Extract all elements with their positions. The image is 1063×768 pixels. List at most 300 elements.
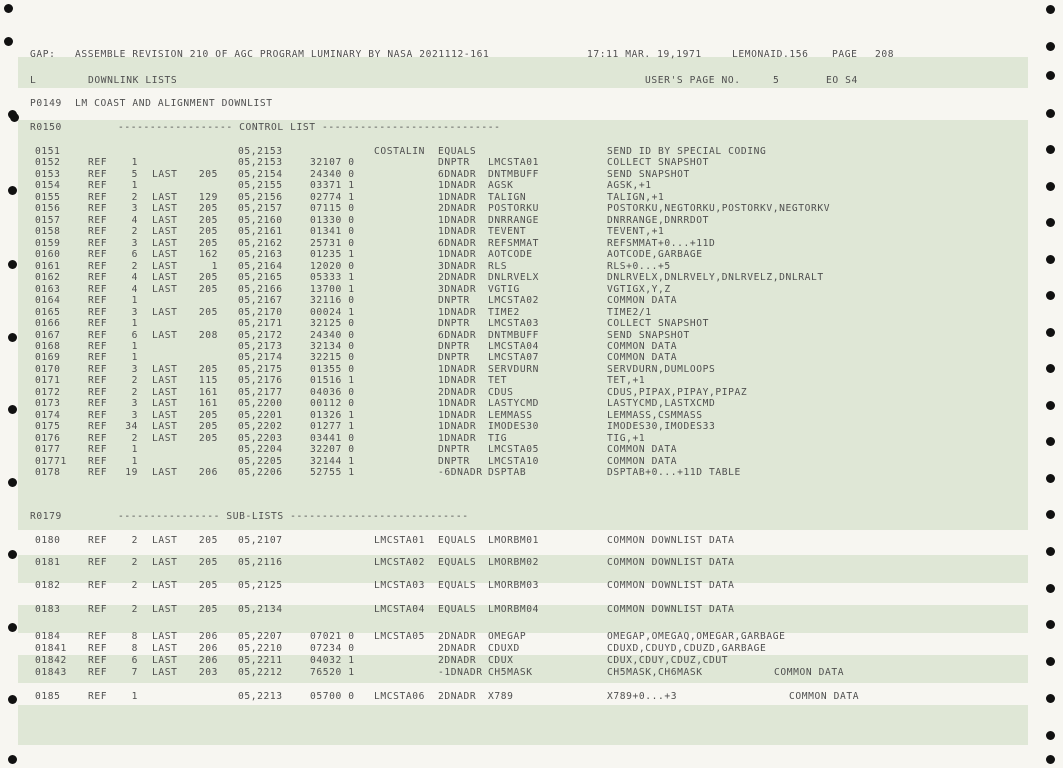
cell-arg: LASTYCMD [488,398,540,410]
cell-addr: 05,2125 [238,580,283,591]
cell-lp: 205 [198,409,218,421]
sublists-header-line-number: R0179 [30,511,62,522]
cell-op: EQUALS [438,604,477,615]
cell-cnt: 8 [131,631,138,642]
cell-ln: 0177 [35,444,61,456]
cell-last: LAST [152,272,178,284]
cell-addr: 05,2160 [238,214,283,226]
cell-ref: REF [88,168,108,180]
title-line-number: P0149 [30,98,62,109]
cell-last: LAST [152,604,178,615]
section-name: DOWNLINK LISTS [88,75,178,86]
cell-ln: 0180 [35,535,61,546]
cell-ref: REF [88,272,108,284]
cell-addr: 05,2207 [238,631,283,642]
feed-hole [8,478,17,487]
cell-cmt: COMMON DATA [607,295,678,307]
feed-hole [1046,109,1055,118]
cell-last: LAST [152,283,178,295]
cell-cnt: 19 [125,467,138,479]
cell-cmt: COLLECT SNAPSHOT [607,157,710,169]
cell-addr: 05,2213 [238,691,283,702]
cell-last: LAST [152,667,178,678]
feed-hole [1046,328,1055,337]
cell-last: LAST [152,249,178,261]
cell-last: LAST [152,306,178,318]
cell-cmt: COMMON DATA [607,352,678,364]
cell-last: LAST [152,535,178,546]
cell-ln: 0153 [35,168,61,180]
cell-lp: 206 [198,655,218,666]
cell-ln: 01843 [35,667,67,678]
cell-cnt: 6 [131,655,138,666]
feed-hole [1046,474,1055,483]
cell-arg: DNTMBUFF [488,168,540,180]
cell-cnt: 2 [131,375,138,387]
cell-ref: REF [88,655,108,666]
cell-ln: 0182 [35,580,61,591]
cell-oct: 05700 0 [310,691,355,702]
cell-op: -1DNADR [438,667,483,678]
cell-arg: VGTIG [488,283,520,295]
cell-ref: REF [88,409,108,421]
cell-last: LAST [152,421,178,433]
cell-cmt: VGTIGX,Y,Z [607,283,671,295]
header-user: LEMONAID.156 [732,49,809,60]
cell-cnt: 1 [131,691,138,702]
feed-hole [1046,510,1055,519]
cell-ref: REF [88,283,108,295]
cell-cmt: REFSMMAT+0...+11D [607,237,716,249]
cell-last: LAST [152,214,178,226]
cell-cnt: 34 [125,421,138,433]
cell-op: DNPTR [438,318,470,330]
feed-hole [1046,401,1055,410]
control-header-line-number: R0150 [30,122,62,133]
cell-oct: 25731 0 [310,237,355,249]
cell-lp: 205 [198,421,218,433]
section-tag: L [30,75,37,86]
cell-cmt: CDUXD,CDUYD,CDUZD,GARBAGE [607,643,767,654]
feed-hole [1046,620,1055,629]
cell-last: LAST [152,168,178,180]
cell-cnt: 5 [131,168,138,180]
cell-last: LAST [152,260,178,272]
cell-ln: 0184 [35,631,61,642]
cell-lp: 205 [198,237,218,249]
users-page-label: USER'S PAGE NO. [645,75,741,86]
cell-cmt: COMMON DATA [607,455,678,467]
cell-arg: CH5MASK [488,667,533,678]
cell-cnt: 1 [131,340,138,352]
cell-addr: 05,2171 [238,318,283,330]
cell-cmt: TEVENT,+1 [607,226,665,238]
cell-op: 2DNADR [438,272,477,284]
cell-lbl: LMCSTA03 [374,580,426,591]
cell-ref: REF [88,318,108,330]
cell-oct: 01341 0 [310,226,355,238]
cell-op: 1DNADR [438,375,477,387]
cell-cnt: 1 [131,444,138,456]
cell-cmt: CH5MASK,CH6MASK [607,667,703,678]
cell-ln: 0160 [35,249,61,261]
cell-ln: 0165 [35,306,61,318]
cell-cnt: 1 [131,352,138,364]
cell-arg: CDUX [488,655,514,666]
cell-ref: REF [88,340,108,352]
cell-op: 2DNADR [438,691,477,702]
cell-cnt: 4 [131,214,138,226]
cell-oct: 32134 0 [310,340,355,352]
feed-hole [8,755,17,764]
cell-op: 2DNADR [438,631,477,642]
cell-op: 6DNADR [438,237,477,249]
cell-addr: 05,2204 [238,444,283,456]
cell-addr: 05,2174 [238,352,283,364]
cell-arg: TEVENT [488,226,527,238]
cell-addr: 05,2167 [238,295,283,307]
cell-cmt: TIME2/1 [607,306,652,318]
cell-op: 1DNADR [438,409,477,421]
header-gap: GAP: [30,49,56,60]
feed-hole [8,550,17,559]
cell-addr: 05,2153 [238,146,283,157]
cell-oct: 32207 0 [310,444,355,456]
cell-ln: 0158 [35,226,61,238]
cell-cnt: 2 [131,604,138,615]
cell-lbl: LMCSTA02 [374,557,426,568]
cell-cnt: 1 [131,318,138,330]
cell-addr: 05,2153 [238,157,283,169]
cell-ln: 0167 [35,329,61,341]
cell-op: DNPTR [438,455,470,467]
cell-last: LAST [152,237,178,249]
cell-cmt: CDUX,CDUY,CDUZ,CDUT [607,655,729,666]
cell-op: EQUALS [438,580,477,591]
cell-last: LAST [152,631,178,642]
cell-op: DNPTR [438,352,470,364]
cell-addr: 05,2161 [238,226,283,238]
cell-ln: 01842 [35,655,67,666]
cell-addr: 05,2205 [238,455,283,467]
cell-lbl: LMCSTA05 [374,631,426,642]
cell-op: DNPTR [438,157,470,169]
feed-hole [1046,145,1055,154]
cell-oct: 52755 1 [310,467,355,479]
cell-arg: LMCSTA03 [488,318,540,330]
cell-cnt: 2 [131,260,138,272]
cell-op: 1DNADR [438,398,477,410]
cell-ln: 0159 [35,237,61,249]
cell-cnt: 2 [131,535,138,546]
feed-hole [1046,437,1055,446]
cell-ref: REF [88,455,108,467]
cell-cnt: 1 [131,180,138,192]
cell-ln: 0171 [35,375,61,387]
cell-op: 3DNADR [438,283,477,295]
feed-hole [8,333,17,342]
feed-hole [4,37,13,46]
cell-addr: 05,2166 [238,283,283,295]
cell-ref: REF [88,643,108,654]
cell-ln: 0164 [35,295,61,307]
cell-lp: 205 [198,535,218,546]
cell-oct: 01516 1 [310,375,355,387]
cell-op: -6DNADR [438,467,483,479]
cell-lp: 206 [198,643,218,654]
cell-lbl: LMCSTA06 [374,691,426,702]
cell-addr: 05,2210 [238,643,283,654]
cell-lp: 205 [198,214,218,226]
cell-lbl: LMCSTA01 [374,535,426,546]
cell-lp: 205 [198,432,218,444]
cell-ln: 0161 [35,260,61,272]
feed-hole [1046,42,1055,51]
cell-ln: 0151 [35,146,61,157]
cell-cnt: 2 [131,226,138,238]
cell-oct: 24340 0 [310,168,355,180]
cell-ln: 01771 [35,455,67,467]
cell-ln: 0166 [35,318,61,330]
cell-addr: 05,2155 [238,180,283,192]
cell-arg: TIME2 [488,306,520,318]
cell-arg: LMCSTA05 [488,444,540,456]
cell-ln: 0170 [35,363,61,375]
cell-addr: 05,2107 [238,535,283,546]
cell-oct: 32116 0 [310,295,355,307]
cell-cmt: TET,+1 [607,375,646,387]
cell-last: LAST [152,557,178,568]
cell-addr: 05,2116 [238,557,283,568]
cell-addr: 05,2176 [238,375,283,387]
cell-cmt: TALIGN,+1 [607,191,665,203]
cell-arg: AGSK [488,180,514,192]
cell-cmt: RLS+0...+5 [607,260,671,272]
cell-ln: 0169 [35,352,61,364]
cell-cmt: DSPTAB+0...+11D TABLE [607,467,741,479]
cell-cmt: TIG,+1 [607,432,646,444]
cell-arg: TET [488,375,508,387]
cell-addr: 05,2154 [238,168,283,180]
cell-addr: 05,2134 [238,604,283,615]
cell-oct: 32215 0 [310,352,355,364]
cell-last: LAST [152,203,178,215]
cell-oct: 00024 1 [310,306,355,318]
cell-oct: 03441 0 [310,432,355,444]
cell-lp: 205 [198,272,218,284]
cell-op: EQUALS [438,557,477,568]
cell-cnt: 7 [131,667,138,678]
cell-last: LAST [152,432,178,444]
cell-oct: 04036 0 [310,386,355,398]
cell-cnt: 4 [131,272,138,284]
cell-lp: 205 [198,168,218,180]
cell-ref: REF [88,226,108,238]
cell-cmt: SEND SNAPSHOT [607,329,690,341]
cell-ref: REF [88,557,108,568]
cell-ref: REF [88,363,108,375]
cell-lp: 205 [198,580,218,591]
cell-arg: OMEGAP [488,631,527,642]
feed-hole [4,4,13,13]
cell-op: 1DNADR [438,214,477,226]
cell-op: 2DNADR [438,386,477,398]
cell-ref: REF [88,203,108,215]
cell-ref: REF [88,386,108,398]
cell-arg: DNRRANGE [488,214,540,226]
cell-arg: POSTORKU [488,203,540,215]
cell-addr: 05,2206 [238,467,283,479]
cell-ref: REF [88,375,108,387]
cell-ln: 0154 [35,180,61,192]
header-timestamp: 17:11 MAR. 19,1971 [587,49,702,60]
cell-op: 3DNADR [438,260,477,272]
cell-lp: 206 [198,467,218,479]
cell-last: LAST [152,191,178,203]
cell-arg: LMORBM04 [488,604,540,615]
cell-ref: REF [88,191,108,203]
cell-oct: 07234 0 [310,643,355,654]
feed-hole [8,405,17,414]
cell-addr: 05,2211 [238,655,283,666]
cell-cnt: 1 [131,295,138,307]
feed-hole [1046,657,1055,666]
cell-lbl: COSTALIN [374,146,426,157]
cell-last: LAST [152,409,178,421]
cell-oct: 04032 1 [310,655,355,666]
cell-oct: 32144 1 [310,455,355,467]
cell-ref: REF [88,329,108,341]
cell-cmt: COMMON DATA [607,444,678,456]
feed-hole [1046,584,1055,593]
cell-op: 2DNADR [438,643,477,654]
cell-cnt: 6 [131,249,138,261]
cell-ln: 0162 [35,272,61,284]
cell-addr: 05,2201 [238,409,283,421]
cell-cmt: CDUS,PIPAX,PIPAY,PIPAZ [607,386,748,398]
cell-addr: 05,2200 [238,398,283,410]
cell-cnt: 3 [131,237,138,249]
cell-cnt: 1 [131,455,138,467]
cell-arg: LMCSTA02 [488,295,540,307]
cell-ln: 0181 [35,557,61,568]
cell-op: 2DNADR [438,655,477,666]
cell-oct: 32107 0 [310,157,355,169]
cell-cnt: 2 [131,191,138,203]
cell-lp: 205 [198,604,218,615]
feed-hole [1046,5,1055,14]
cell-addr: 05,2203 [238,432,283,444]
cell-last: LAST [152,329,178,341]
cell-last: LAST [152,363,178,375]
cell-oct: 76520 1 [310,667,355,678]
feed-hole [1046,364,1055,373]
cell-op: DNPTR [438,444,470,456]
feed-hole [1046,547,1055,556]
cell-arg: LMORBM01 [488,535,540,546]
cell-lp: 161 [198,398,218,410]
cell-ln: 0178 [35,467,61,479]
cell-op: 1DNADR [438,432,477,444]
cell-lp: 203 [198,667,218,678]
cell-oct: 07021 0 [310,631,355,642]
cell-op: 1DNADR [438,363,477,375]
cell-oct: 05333 1 [310,272,355,284]
cell-ln: 01841 [35,643,67,654]
users-page-number: 5 [773,75,780,86]
cell-oct: 13700 1 [310,283,355,295]
cell-arg: LMORBM03 [488,580,540,591]
cell-lp: 205 [198,363,218,375]
feed-hole [1046,218,1055,227]
cell-ref: REF [88,260,108,272]
cell-cnt: 2 [131,580,138,591]
cell-oct: 03371 1 [310,180,355,192]
cell-cmt: IMODES30,IMODES33 [607,421,716,433]
cell-arg: X789 [488,691,514,702]
cell-op: EQUALS [438,535,477,546]
cell-addr: 05,2165 [238,272,283,284]
cell-last: LAST [152,643,178,654]
cell-cmt: DNLRVELX,DNLRVELY,DNLRVELZ,DNLRALT [607,272,824,284]
cell-addr: 05,2172 [238,329,283,341]
cell-ref: REF [88,214,108,226]
cell-last: LAST [152,398,178,410]
cell-ln: 0156 [35,203,61,215]
cell-cnt: 2 [131,386,138,398]
cell-cmt: LEMMASS,CSMMASS [607,409,703,421]
eo-label: EO S4 [826,75,858,86]
cell-ln: 0175 [35,421,61,433]
cell-op: 1DNADR [438,191,477,203]
cell-lp: 161 [198,386,218,398]
cell-ref: REF [88,444,108,456]
cell-oct: 01277 1 [310,421,355,433]
cell-last: LAST [152,226,178,238]
downlist-title: LM COAST AND ALIGNMENT DOWNLIST [75,98,273,109]
cell-ln: 0174 [35,409,61,421]
feed-hole [8,260,17,269]
cell-cmt: SERVDURN,DUMLOOPS [607,363,716,375]
cell-addr: 05,2163 [238,249,283,261]
cell-addr: 05,2212 [238,667,283,678]
cell-lp: 208 [198,329,218,341]
cell-lp: 1 [211,260,218,272]
cell-oct: 01235 1 [310,249,355,261]
cell-last: LAST [152,375,178,387]
feed-hole [1046,694,1055,703]
cell-cnt: 3 [131,409,138,421]
feed-hole [8,186,17,195]
cell-lp: 205 [198,283,218,295]
cell-arg: SERVDURN [488,363,540,375]
cell-lp: 205 [198,306,218,318]
cell-arg: IMODES30 [488,421,540,433]
cell-ref: REF [88,352,108,364]
cell-arg: LMCSTA07 [488,352,540,364]
cell-cmt: OMEGAP,OMEGAQ,OMEGAR,GARBAGE [607,631,786,642]
cell-arg: DSPTAB [488,467,527,479]
cell-arg: LMCSTA01 [488,157,540,169]
cell-arg: RLS [488,260,508,272]
cell-arg: DNLRVELX [488,272,540,284]
cell-arg: LEMMASS [488,409,533,421]
cell-addr: 05,2170 [238,306,283,318]
cell-ref: REF [88,295,108,307]
cell-arg: CDUXD [488,643,520,654]
cell-op: DNPTR [438,340,470,352]
cell-ln: 0168 [35,340,61,352]
